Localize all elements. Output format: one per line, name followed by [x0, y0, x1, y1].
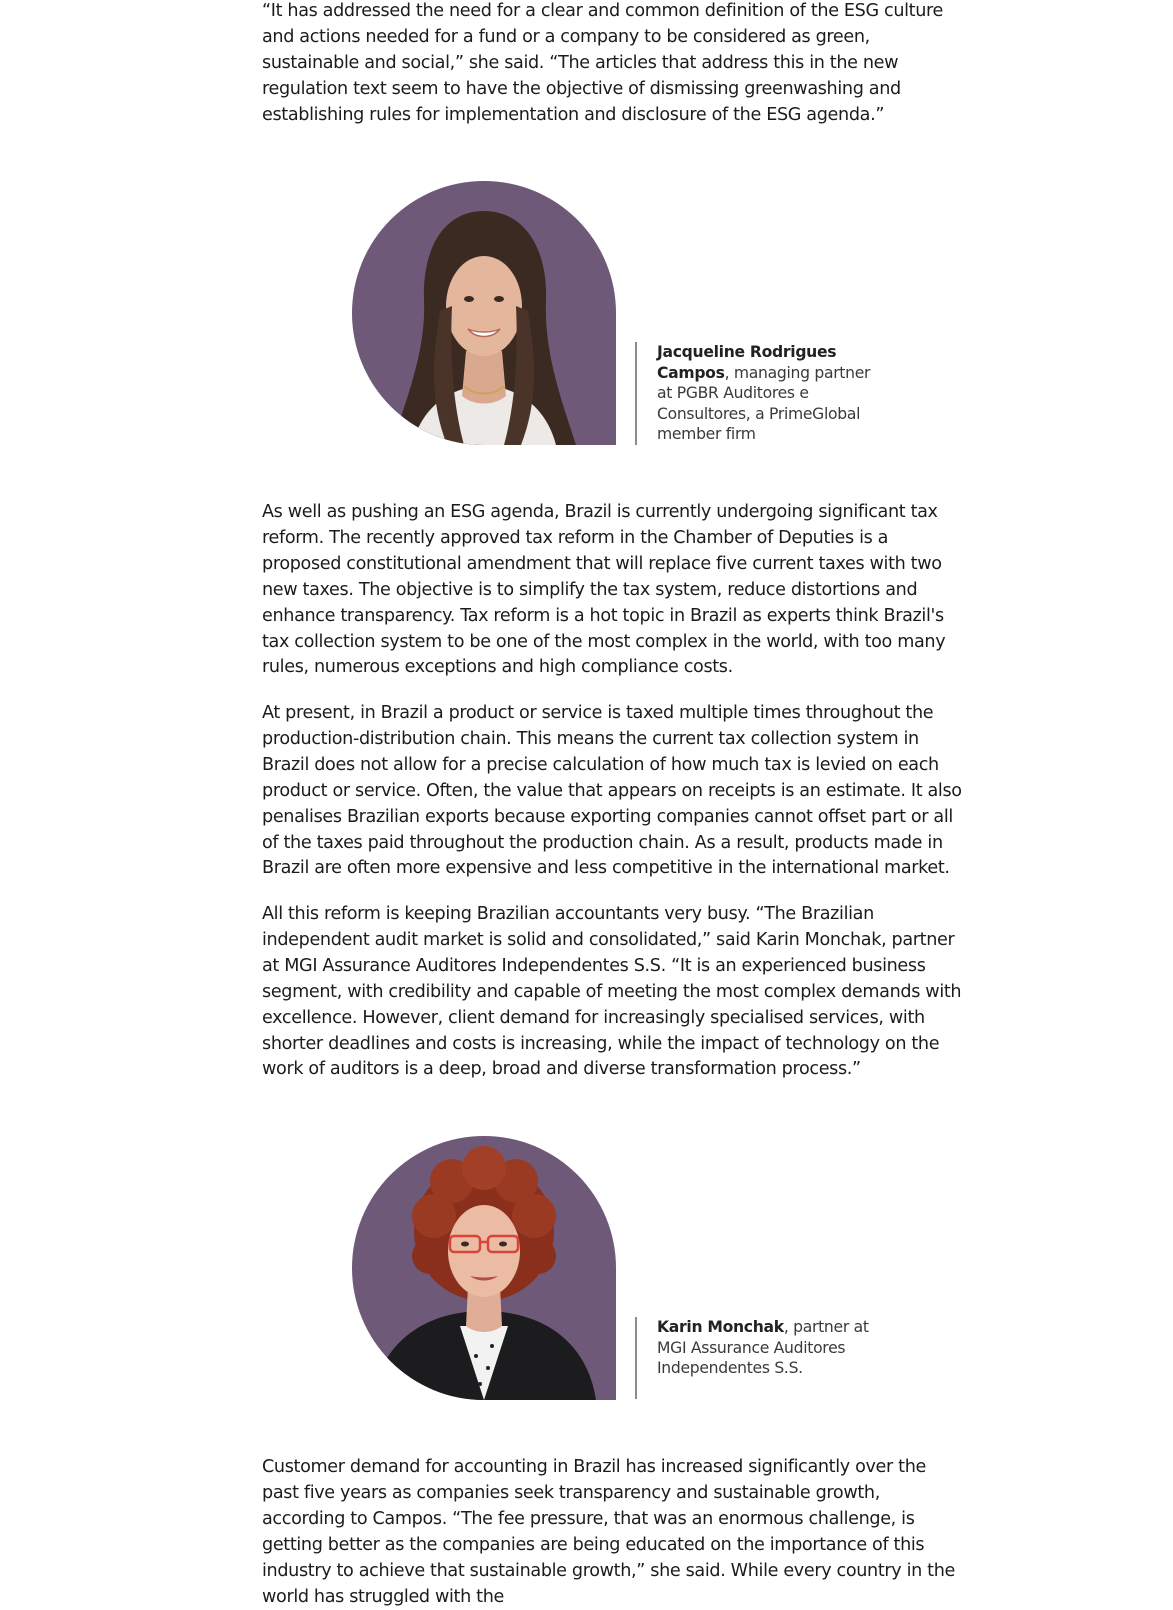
- current-system-paragraph: At present, in Brazil a product or service is taxed multiple times throughout the production-distribution chain. This means the current tax collection system in Brazil does not allow for a precise calculation of how much tax is levied on each product or service. Often, the value that appears on receipts is an estimate. It also penalises Brazilian exports because exporting companies cannot offset part or all of the taxes paid throughout the production chain. As a result, products made in Brazil are often more expensive and less competitive in the international market.: [262, 703, 962, 879]
- karin-portrait: [352, 1136, 616, 1400]
- karin-name: Karin Monchak: [657, 1318, 784, 1336]
- jacqueline-name: Jacqueline Rodrigues Campos: [657, 343, 837, 382]
- jacqueline-caption: [657, 342, 877, 445]
- karin-caption-rule: [635, 1317, 637, 1399]
- jacqueline-portrait-illustration: [352, 181, 616, 445]
- intro-quote-paragraph: “It has addressed the need for a clear and common definition of the ESG culture and actions needed for a fund or a company to be considered as green, sustainable and social,” she said. “The articles that address this in the new regulation text seem to have the objective of dismissing greenwashing and establishing rules for implementation and disclosure of the ESG agenda.”: [262, 1, 943, 125]
- tax-reform-paragraph: As well as pushing an ESG agenda, Brazil is currently undergoing significant tax reform. The recently approved tax reform in the Chamber of Deputies is a proposed constitutional amendment that will replace five current taxes with two new taxes. The objective is to simplify the tax system, reduce distortions and enhance transparency. Tax reform is a hot topic in Brazil as experts think Brazil's tax collection system to be one of the most complex in the world, with too many rules, numerous exceptions and high compliance costs.: [262, 502, 946, 678]
- karin-caption: [657, 1317, 877, 1379]
- jacqueline-portrait: [352, 181, 616, 445]
- karin-role: , partner at MGI Assurance Auditores Independentes S.S.: [657, 1318, 869, 1378]
- jacqueline-role: , managing partner at PGBR Auditores e Consultores, a PrimeGlobal member firm: [657, 363, 871, 444]
- jacqueline-caption-rule: [635, 342, 637, 445]
- karin-portrait-illustration: [352, 1136, 616, 1400]
- customer-demand-paragraph: Customer demand for accounting in Brazil has increased significantly over the past five years as companies seek transparency and sustainable growth, according to Campos. “The fee pressure, that was an enormous challenge, is getting better as the companies are being educated on the importance of this industry to achieve that sustainable growth,” she said. While every country in the world has struggled with the: [262, 1457, 955, 1607]
- accountants-busy-paragraph: All this reform is keeping Brazilian accountants very busy. “The Brazilian independent audit market is solid and consolidated,” said Karin Monchak, partner at MGI Assurance Auditores Independentes S.S. “It is an experienced business segment, with credibility and capable of meeting the most complex demands with excellence. However, client demand for increasingly specialised services, with shorter deadlines and costs is increasing, while the impact of technology on the work of auditors is a deep, broad and diverse transformation process.”: [262, 904, 962, 1080]
